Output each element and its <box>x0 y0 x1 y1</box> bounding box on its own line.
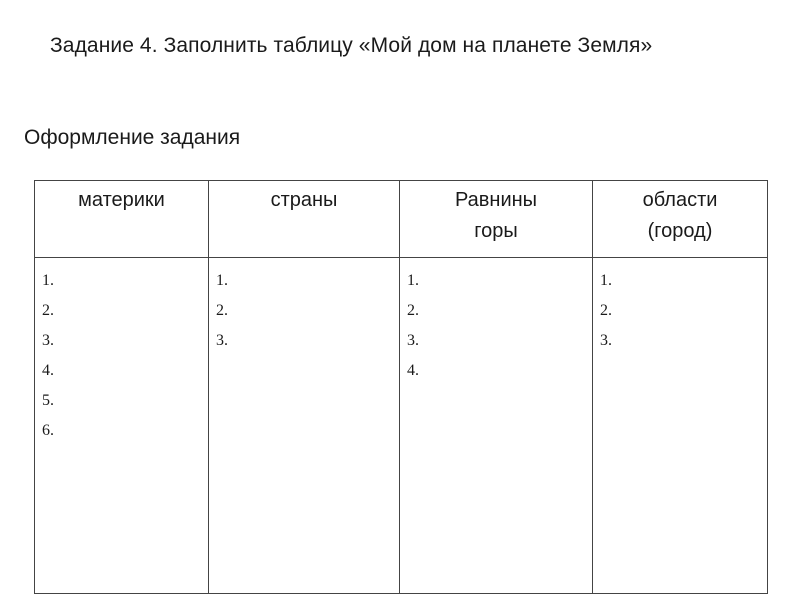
list-item: 2. <box>600 302 612 319</box>
plains-mountains-list <box>407 266 592 386</box>
header-regions-label: области <box>642 189 718 211</box>
list-item: 1. <box>42 272 54 289</box>
section-label: Оформление задания <box>24 126 241 149</box>
cell-regions-city <box>593 258 768 594</box>
list-item: 2. <box>42 302 54 319</box>
cell-continents <box>35 258 209 594</box>
assignment-table <box>34 180 768 594</box>
list-item: 5. <box>42 392 54 409</box>
countries-list <box>216 266 399 356</box>
header-plains-mountains <box>400 181 593 258</box>
header-continents-label: материки <box>78 189 165 211</box>
list-item: 2. <box>407 302 419 319</box>
list-item: 3. <box>42 332 54 349</box>
header-regions-city <box>593 181 768 258</box>
list-item: 6. <box>42 422 54 439</box>
list-item: 3. <box>407 332 419 349</box>
list-item: 3. <box>600 332 612 349</box>
list-item: 1. <box>600 272 612 289</box>
table-body-row <box>35 258 768 594</box>
continents-list <box>42 266 208 446</box>
list-item: 1. <box>216 272 228 289</box>
regions-city-list <box>600 266 767 356</box>
table-header-row <box>35 181 768 258</box>
list-item: 4. <box>407 362 419 379</box>
cell-plains-mountains <box>400 258 593 594</box>
header-mountains-label: горы <box>474 220 518 242</box>
header-countries-label: страны <box>270 189 338 211</box>
cell-countries <box>209 258 400 594</box>
list-item: 2. <box>216 302 228 319</box>
task-title: Задание 4. Заполнить таблицу «Мой дом на планете Земля» <box>50 34 653 57</box>
header-continents <box>35 181 209 258</box>
header-countries <box>209 181 400 258</box>
header-city-label: (город) <box>647 220 713 242</box>
list-item: 1. <box>407 272 419 289</box>
header-plains-label: Равнины <box>454 189 538 211</box>
list-item: 4. <box>42 362 54 379</box>
list-item: 3. <box>216 332 228 349</box>
